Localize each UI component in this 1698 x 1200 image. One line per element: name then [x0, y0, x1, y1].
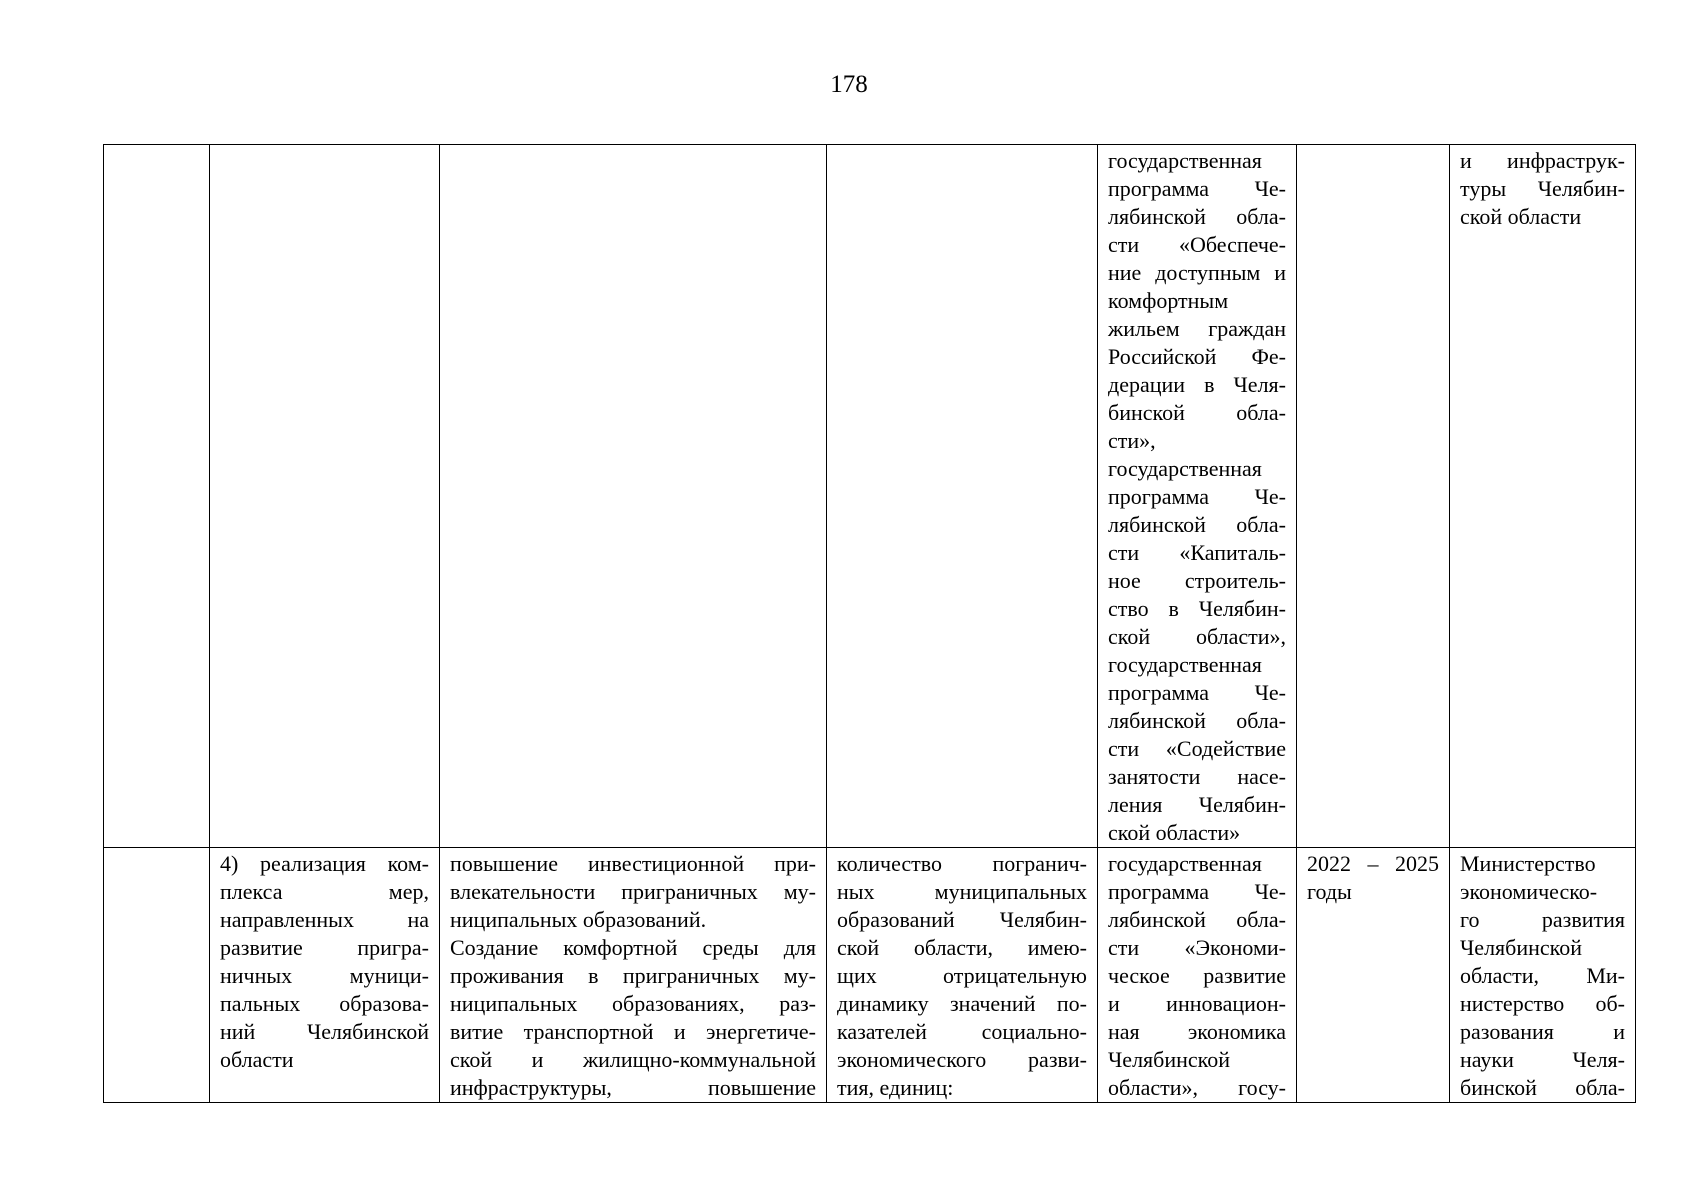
text-line: влекательности приграничных му- — [450, 879, 816, 904]
text-line: Министерство — [1460, 851, 1596, 876]
text-line: и инновацион- — [1108, 991, 1286, 1016]
text-line: области», госу- — [1108, 1075, 1286, 1100]
cell-text — [1307, 850, 1439, 906]
text-line: ской области», — [1108, 624, 1286, 649]
text-line: направленных на — [220, 907, 429, 932]
text-line: государственная — [1108, 456, 1262, 481]
text-line: ных муниципальных — [837, 879, 1087, 904]
text-line: Челябинской — [1460, 935, 1583, 960]
text-line: разования и — [1460, 1019, 1625, 1044]
page-number: 178 — [830, 71, 868, 98]
text-line: программа Че- — [1108, 484, 1286, 509]
text-line: ческое развитие — [1108, 963, 1286, 988]
text-line: повышение инвестиционной при- — [450, 851, 816, 876]
text-line: области, Ми- — [1460, 963, 1625, 988]
text-line: нистерство об- — [1460, 991, 1625, 1016]
text-line: 2022 – 2025 — [1307, 851, 1439, 876]
text-line: плекса мер, — [220, 879, 429, 904]
text-line: ской области — [1460, 204, 1582, 229]
text-line: экономическо- — [1460, 879, 1598, 904]
text-line: программа Че- — [1108, 680, 1286, 705]
text-line: государственная — [1108, 148, 1262, 173]
text-line: казателей социально- — [837, 1019, 1087, 1044]
table-cell-measure — [210, 848, 440, 1103]
document-table — [103, 144, 1636, 1103]
cell-text — [220, 850, 429, 1074]
text-line: ная экономика — [1108, 1019, 1286, 1044]
text-line: государственная — [1108, 652, 1262, 677]
table-row — [104, 145, 1636, 848]
text-line: экономического разви- — [837, 1047, 1087, 1072]
text-line: лябинской обла- — [1108, 907, 1286, 932]
text-line: туры Челябин- — [1460, 176, 1625, 201]
text-line: комфортным — [1108, 288, 1229, 313]
table-cell-responsible — [1450, 848, 1636, 1103]
table-cell — [104, 848, 210, 1103]
text-line: жильем граждан — [1108, 316, 1286, 341]
text-line: и инфраструк- — [1460, 148, 1625, 173]
text-line: ской области» — [1108, 820, 1241, 845]
cell-text — [1460, 147, 1625, 231]
text-line: годы — [1307, 879, 1352, 904]
text-line: щих отрицательную — [837, 963, 1087, 988]
text-line: Челябинской — [1108, 1047, 1231, 1072]
text-line: развитие пригра- — [220, 935, 429, 960]
text-line: 4) реализация ком- — [220, 851, 429, 876]
text-line: дерации в Челя- — [1108, 372, 1286, 397]
cell-text — [450, 850, 816, 1102]
text-line: ления Челябин- — [1108, 792, 1286, 817]
cell-text — [1108, 850, 1286, 1102]
text-line: тия, единиц: — [837, 1075, 954, 1100]
text-line: сти «Содействие — [1108, 736, 1286, 761]
table-cell-period — [1297, 848, 1450, 1103]
text-line: бинской обла- — [1460, 1075, 1625, 1100]
text-line: Создание комфортной среды для — [450, 935, 816, 960]
text-line: программа Че- — [1108, 176, 1286, 201]
text-line: сти «Капиталь- — [1108, 540, 1286, 565]
text-line: ниципальных образований. — [450, 907, 707, 932]
text-line: инфраструктуры, повышение — [450, 1075, 816, 1100]
text-line: лябинской обла- — [1108, 512, 1286, 537]
text-line: ниципальных образованиях, раз- — [450, 991, 816, 1016]
text-line: образований Челябин- — [837, 907, 1087, 932]
text-line: го развития — [1460, 907, 1625, 932]
table-cell-programs — [1098, 848, 1297, 1103]
text-line: проживания в приграничных му- — [450, 963, 816, 988]
text-line: ничных муници- — [220, 963, 429, 988]
cell-text — [1108, 147, 1286, 847]
text-line: ное строитель- — [1108, 568, 1286, 593]
text-line: количество погранич- — [837, 851, 1087, 876]
table-cell — [104, 145, 210, 848]
table-cell — [1297, 145, 1450, 848]
text-line: пальных образова- — [220, 991, 429, 1016]
text-line: ской области, имею- — [837, 935, 1087, 960]
text-line: науки Челя- — [1460, 1047, 1625, 1072]
text-line: сти «Экономи- — [1108, 935, 1286, 960]
text-line: сти «Обеспече- — [1108, 232, 1286, 257]
table-cell-programs — [1098, 145, 1297, 848]
text-line: бинской обла- — [1108, 400, 1286, 425]
table-cell-responsible — [1450, 145, 1636, 848]
text-line: Российской Фе- — [1108, 344, 1286, 369]
text-line: области — [220, 1047, 294, 1072]
text-line: лябинской обла- — [1108, 204, 1286, 229]
text-line: ство в Челябин- — [1108, 596, 1286, 621]
text-line: лябинской обла- — [1108, 708, 1286, 733]
table-row — [104, 848, 1636, 1103]
text-line: занятости насе- — [1108, 764, 1286, 789]
text-line: ний Челябинской — [220, 1019, 429, 1044]
text-line: витие транспортной и энергетиче- — [450, 1019, 816, 1044]
table-cell — [210, 145, 440, 848]
table-cell — [440, 145, 827, 848]
text-line: ние доступным и — [1108, 260, 1286, 285]
text-line: государственная — [1108, 851, 1262, 876]
cell-text — [1460, 850, 1625, 1102]
text-line: сти», — [1108, 428, 1156, 453]
text-line: ской и жилищно-коммунальной — [450, 1047, 816, 1072]
cell-text — [837, 850, 1087, 1102]
text-line: динамику значений по- — [837, 991, 1087, 1016]
table-cell-result — [440, 848, 827, 1103]
table-cell — [827, 145, 1098, 848]
text-line: программа Че- — [1108, 879, 1286, 904]
table-cell-indicator — [827, 848, 1098, 1103]
